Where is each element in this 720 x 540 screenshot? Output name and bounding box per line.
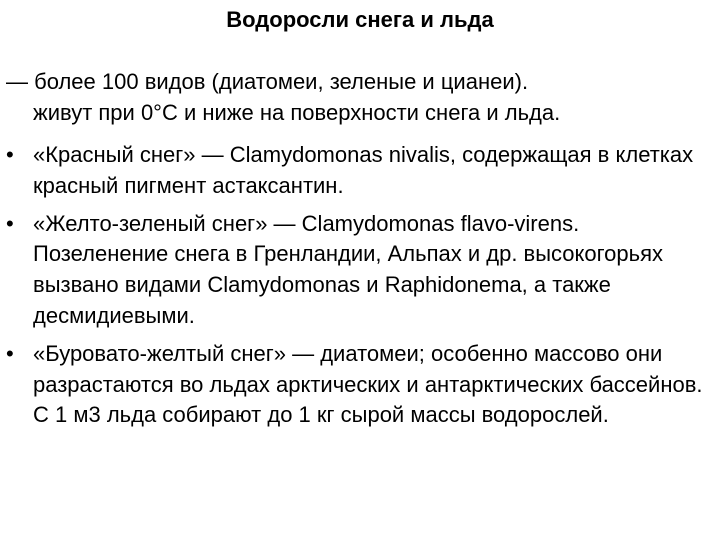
bullet-icon: •: [6, 210, 14, 236]
bullet-item-red-snow: [6, 140, 712, 202]
bullet-icon: •: [6, 142, 14, 167]
bullet-item-yellow-green-snow: [6, 209, 712, 332]
intro-line-1: — более 100 видов (диатомеи, зеленые и цианеи).: [6, 69, 529, 94]
bullet-list: [6, 140, 712, 438]
intro-paragraph: [6, 66, 712, 128]
bullet-item-brown-yellow-snow: [6, 339, 712, 431]
bullet-text: «Желто-зеленый снег» — Clamydomonas flavo-virens. Позеленение снега в Гренландии, Альпах и др. высокогорьях вызвано видами Clamydomonas и Raphidonema, а также десмидиевыми.: [33, 210, 664, 328]
slide-title: Водоросли снега и льда: [226, 7, 494, 32]
bullet-text: «Красный снег» — Clamydomonas nivalis, содержащая в клетках красный пигмент астаксантин.: [33, 142, 694, 198]
bullet-text: «Буровато-желтый снег» — диатомеи; особенно массово они разрастаются во льдах арктических и антарктических бассейнов. С 1 м3 льда собирают до 1 кг сырой массы водорослей.: [33, 340, 703, 428]
intro-line-2: живут при 0°С и ниже на поверхности снега и льда.: [33, 100, 561, 125]
bullet-icon: •: [6, 340, 14, 366]
